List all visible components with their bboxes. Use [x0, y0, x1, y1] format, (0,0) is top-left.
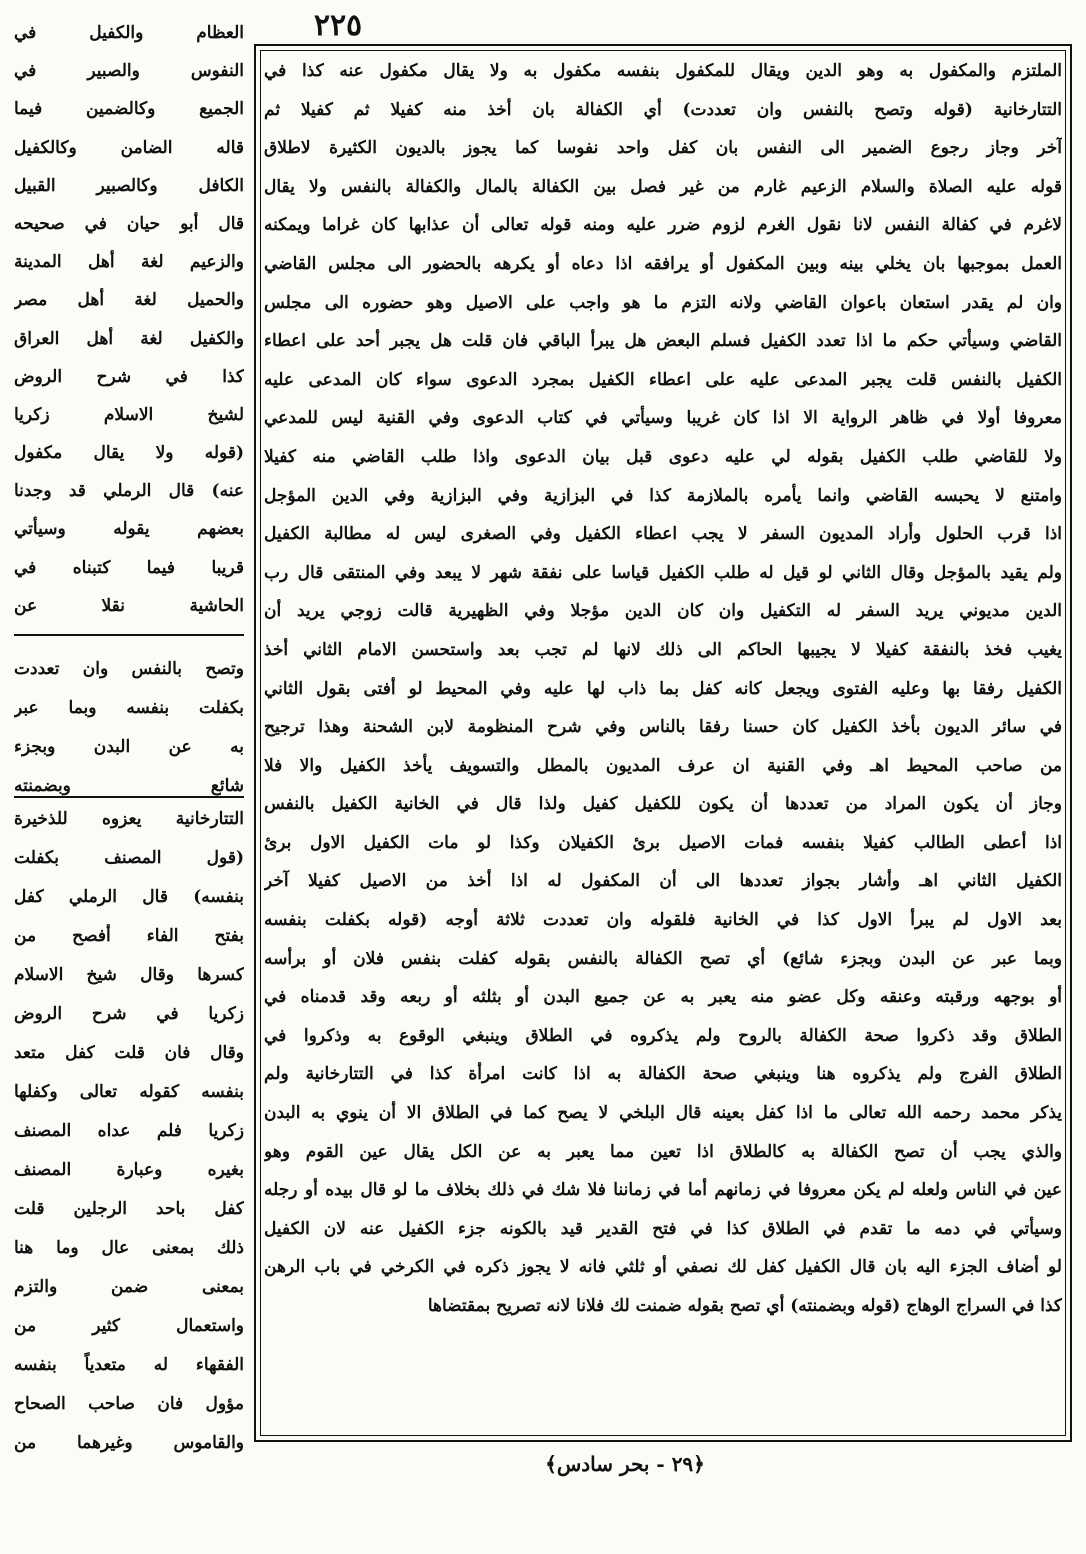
margin-line: كفل باحد الرجلين قلت [14, 1199, 244, 1219]
margin-line: عنه) قال الرملي قد وجدنا [14, 481, 244, 502]
text-line: والذي يجب أن تصح الكفالة به كالطلاق اذا تعين مما يعبر به عن الكل يقال عين القوم وهو [264, 1141, 1062, 1162]
text-line: الملتزم والمكفول به وهو الدين ويقال للمكفول بنفسه مكفول به ولا يقال مكفول عنه كذا في [264, 61, 1062, 81]
margin-line: بنفسه) قال الرملي كفل [14, 887, 244, 907]
margin-line: قال أبو حيان في صحيحه [14, 213, 244, 234]
text-line: الكفيل الثاني اهـ وأشار بجواز تعددها الى أن المكفول له اذا أخذ من الاصيل كفيلا آخر [264, 871, 1062, 892]
page-number: ٢٢٥ [313, 8, 363, 43]
text-line: آخر وجاز رجوع الضمير الى النفس بان كفل واحد نفوسا كما يجوز بالديون الكثيرة لاطلاق [264, 138, 1062, 159]
text-line: وجاز أن يكون المراد من تعددها أن يكون للكفيل كفيل ولذا قال في الخانية الكفيل بالنفس [264, 794, 1062, 815]
margin-line: وقال فان قلت كفل متعد [14, 1043, 244, 1063]
margin-line: بعضهم يقوله وسيأتي [14, 519, 244, 540]
text-line: العمل بموجبها بان يخلي بينه وبين المكفول أو يرافقه اذا دعاه أو يكرهه بالحضور الى مجلس القاضي [264, 253, 1062, 274]
margin-line: قاله الضامن وكالكفيل [14, 137, 244, 158]
margin-line: الكافل وكالصبير القبيل [14, 175, 244, 196]
margin-line: الفقهاء له متعدياً بنفسه [14, 1355, 244, 1375]
margin-line: الجميع وكالضمين فيما [14, 99, 244, 120]
text-line: وامتنع لا يحبسه القاضي وانما يأمره بالملازمة كذا في البزازية وفي البزازية وفي الدين المؤجل [264, 485, 1062, 506]
margin-line: والحميل لغة أهل مصر [14, 290, 244, 311]
text-line: الطلاق وقد ذكروا صحة الكفالة بالروح ولم يذكروه في الطلاق وينبغي الوقوع به وذكروا في [264, 1025, 1062, 1046]
margin-line: (قوله ولا يقال مكفول [14, 443, 244, 464]
text-line: بعد الاول لم يبرأ الاول كذا في الخانية فلقوله وان تعددت ثلاثة أوجه (قوله بكفلت بنفسه [264, 910, 1062, 931]
margin-line: به عن البدن وبجزء [14, 737, 244, 757]
margin-line: ذلك بمعنى عال وما هنا [14, 1238, 244, 1258]
margin-line: وتصح بالنفس وان تعددت [14, 659, 244, 679]
margin-line: قريبا فيما كتبناه في [14, 557, 244, 578]
text-line: قوله عليه الصلاة والسلام الزعيم غارم من غير فصل بين الكفالة بالمال والكفالة بالنفس ولا يقال [264, 176, 1062, 197]
margin-divider [14, 796, 244, 798]
margin-line: بنفسه كقوله تعالى وكفلها [14, 1082, 244, 1102]
text-line: الكفيل بالنفس قلت يجبر المدعى عليه على اعطاء الكفيل بمجرد الدعوى سواء كان المدعى عليه [264, 369, 1062, 390]
margin-line: زكريا في شرح الروض [14, 1004, 244, 1024]
margin-line: لشيخ الاسلام زكريا [14, 404, 244, 425]
text-line: وسيأتي في دمه ما تقدم في الطلاق كذا في فتح القدير قيد بالكونه جزء الكفيل عنه لان الكفيل [264, 1218, 1062, 1239]
text-line: وان لم يقدر استعان باعوان القاضي ولانه التزم ما هو واجب على الاصيل وهو حضوره الى مجلس [264, 292, 1062, 313]
text-line: الطلاق الفرج ولم يذكروه هنا وينبغي صحة الكفالة به اذا كانت امرأة كذا في التتارخانية ولم [264, 1064, 1062, 1085]
text-line: ولم يقيد بالمؤجل وقال الثاني لو قيل له طلب الكفيل قياسا على نفقة شهر لا يبعد وفي المنتقى قال رب [264, 562, 1062, 583]
margin-divider [14, 634, 244, 636]
text-line: معروفا أولا في ظاهر الرواية الا اذا كان غريبا وسيأتي في كتاب الدعوى وفي القنية ليس للمدعي [264, 408, 1062, 429]
margin-line: بغيره وعبارة المصنف [14, 1160, 244, 1180]
text-line: في سائر الديون بأخذ الكفيل كان حسنا رفقا بالناس وفي شرح المنظومة لابن الشحنة وهذا ترجيح [264, 717, 1062, 738]
margin-line: الحاشية نقلا عن [14, 595, 244, 616]
text-line: كذا في السراج الوهاج (قوله وبضمنته) أي تصح بقوله ضمنت لك فلانا لانه تصريح بمقتضاها [427, 1296, 1062, 1316]
margin-line: بكفلت بنفسه وبما عبر [14, 698, 244, 718]
text-line: الدين مديوني يريد السفر له التكفيل وان كان الدين مؤجلا وفي الظهيرية قالت زوجي يريد أن [264, 601, 1062, 622]
margin-line: والقاموس وغيرهما من [14, 1433, 244, 1453]
text-line: أو بوجهه ورقبته وعنقه وكل عضو منه يعبر به عن جميع البدن أو بثلثه أو ربعه وقد قدمناه في [264, 987, 1062, 1008]
main-text-block [264, 52, 1062, 1326]
margin-line: كذا في شرح الروض [14, 366, 244, 387]
margin-line: والزعيم لغة أهل المدينة [14, 252, 244, 273]
text-line: لو أضاف الجزء اليه بان قال الكفيل كفل لك نصفي أو ثلثي فانه لا يجوز ذكره في الكرخي في باب الرهن [264, 1257, 1062, 1278]
margin-line: واستعمال كثير من [14, 1316, 244, 1336]
text-line: اذا أعطى الطالب كفيلا بنفسه فمات الاصيل برئ الكفيلان وكذا لو مات الكفيل الاول برئ [264, 832, 1062, 853]
margin-line: والكفيل لغة أهل العراق [14, 328, 244, 349]
margin-line: (قول المصنف بكفلت [14, 848, 244, 868]
text-line: عين في الناس ولعله لم يكن معروفا في زمانهم أما في زماننا فلا شك في ذلك بخلاف ما لو قال بيده أو رجله [264, 1180, 1062, 1201]
text-line: من صاحب المحيط اهـ وفي القنية ان عرف المديون بالمطل والتسويف يأخذ الكفيل والا فلا [264, 755, 1062, 776]
text-line: التتارخانية (قوله وتصح بالنفس وان تعددت) أي الكفالة بان أخذ منه كفيلا ثم كفيلا ثم [264, 99, 1062, 120]
text-line: الكفيل رفقا بها وعليه الفتوى ويجعل كانه كفل بما ذاب لها عليه وفي المحيط لو أفتى بقول الثاني [264, 678, 1062, 699]
margin-quoted-matn [14, 650, 244, 806]
margin-line: كسرها وقال شيخ الاسلام [14, 965, 244, 985]
text-line: لاغرم في كفالة النفس لانا نقول الغرم لزوم ضرر عليه ومنه قوله تعالى أن عذابها كان غراما ويمكنه [264, 215, 1062, 236]
margin-commentary-top [14, 14, 244, 625]
text-line: يذكر محمد رحمه الله تعالى ما اذا كفل بعينه قال البلخي لا يصح كما في الطلاق الا أن ينوي به البدن [264, 1103, 1062, 1124]
margin-commentary-bottom [14, 800, 244, 1463]
margin-line: زكريا فلم عداه المصنف [14, 1121, 244, 1141]
margin-line: النفوس والصبير في [14, 61, 244, 82]
signature-mark: ﴿٢٩ - بحر سادس﴾ [545, 1452, 705, 1476]
text-line: وبما عبر عن البدن وبجزء شائع) أي تصح الكفالة بالنفس بقوله كفلت بنفس فلان أو برأسه [264, 948, 1062, 969]
margin-line: شائع وبضمنته [14, 776, 244, 796]
margin-line: التتارخانية يعزوه للذخيرة [14, 809, 244, 829]
text-line: يغيب فخذ بالنفقة كفيلا لا يجيبها الحاكم الى ذلك لانها لم تجب بعد واستحسن الامام الثاني أخذ [264, 639, 1062, 660]
margin-line: بفتح الفاء أفصح من [14, 926, 244, 946]
text-line: ولا للقاضي طلب الكفيل بقوله لي عليه دعوى قبل بيان الدعوى واذا طلب القاضي منه كفيلا [264, 446, 1062, 467]
margin-line: مؤول فان صاحب الصحاح [14, 1394, 244, 1414]
margin-line: بمعنى ضمن والتزم [14, 1277, 244, 1297]
text-line: اذا قرب الحلول وأراد المديون السفر لا يجب اعطاء الكفيل وفي الصغرى ليس له مطالبة الكفيل [264, 524, 1062, 545]
text-line: القاضي وسيأتي حكم ما اذا تعدد الكفيل فسلم البعض هل يبرأ الباقي فان قلت هل يجبر أحد على اعطاء [264, 331, 1062, 352]
margin-line: العظام والكفيل في [14, 23, 244, 43]
